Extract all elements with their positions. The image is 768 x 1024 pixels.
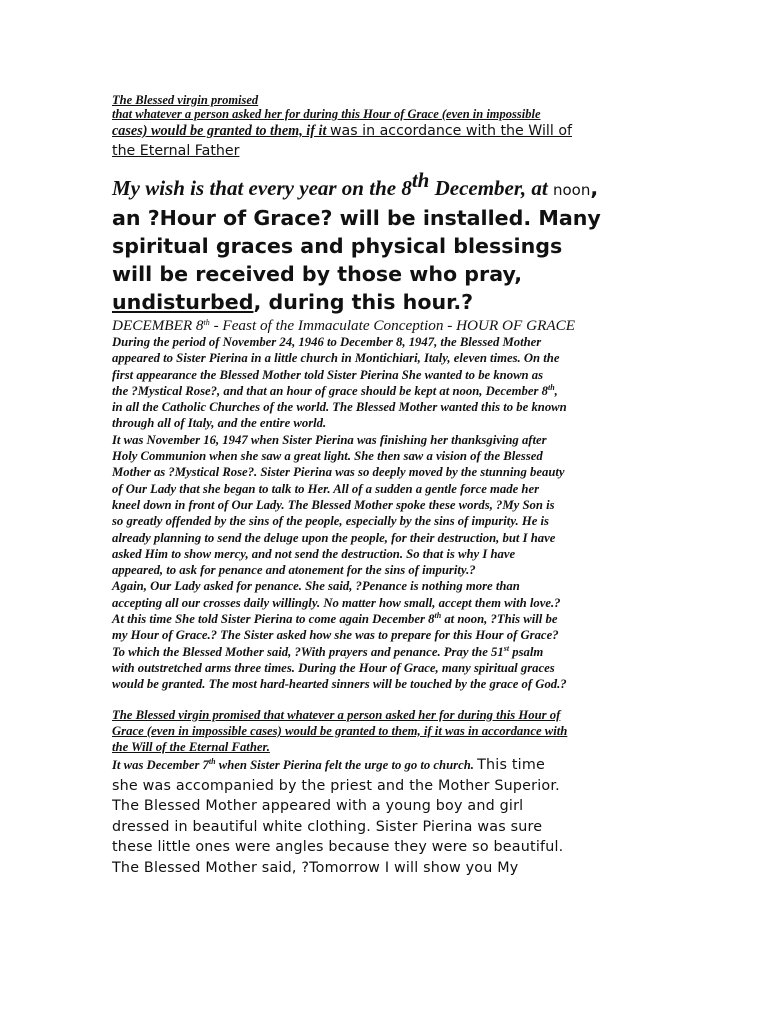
- body-text-span: ,: [554, 383, 558, 398]
- superscript: th: [411, 168, 430, 192]
- body-line: in all the Catholic Churches of the world. The Blessed Mother wanted this to be known: [112, 400, 567, 415]
- heading-text: DECEMBER 8: [112, 317, 204, 334]
- intro-promise: [112, 93, 657, 161]
- body-line: asked Him to show mercy, and not send the destruction. So that is why I have: [112, 546, 516, 561]
- body-line: During the period of November 24, 1946 to December 8, 1947, the Blessed Mother: [112, 335, 542, 349]
- superscript: st: [503, 643, 510, 653]
- document-content: [112, 93, 657, 878]
- body-text-span: To which the Blessed Mother said, ?With prayers and penance. Pray the 51: [112, 644, 504, 659]
- intro-line: The Blessed virgin promised: [112, 93, 259, 107]
- body-line: Mother as ?Mystical Rose?. Sister Pierina was so deeply moved by the stunning beauty: [112, 465, 565, 480]
- promise-paragraph: [112, 707, 657, 756]
- body-line: Again, Our Lady asked for penance. She said, ?Penance is nothing more than: [112, 579, 520, 594]
- body-line: with outstretched arms three times. During the Hour of Grace, many spiritual graces: [112, 660, 555, 675]
- body-text-span: At this time She told Sister Pierina to come again December 8: [112, 612, 435, 627]
- wish-quote: [112, 168, 657, 316]
- wish-text: December, at: [429, 176, 553, 200]
- body-line: Holy Communion when she saw a great light. She then saw a vision of the Blessed: [112, 449, 543, 464]
- superscript: th: [547, 382, 555, 392]
- final-line: dressed in beautiful white clothing. Sister Pierina was sure: [112, 818, 543, 835]
- wish-text: noon: [552, 181, 591, 199]
- superscript: th: [208, 757, 216, 767]
- final-text: when Sister Pierina felt the urge to go to church.: [215, 758, 478, 773]
- intro-text: was in accordance with the Will of: [329, 123, 572, 139]
- intro-text: cases) would be granted to them, if it: [112, 123, 330, 139]
- wish-line: [112, 168, 657, 204]
- body-text-span: psalm: [509, 644, 544, 659]
- final-paragraph: [112, 755, 657, 878]
- wish-line: will be received by those who pray,: [112, 262, 523, 286]
- body-line: kneel down in front of Our Lady. The Blessed Mother spoke these words, ?My Son is: [112, 497, 555, 512]
- body-line: It was November 16, 1947 when Sister Pierina was finishing her thanksgiving after: [112, 432, 547, 447]
- body-text-span: at noon, ?This will be: [441, 612, 558, 627]
- body-text-span: the ?Mystical Rose?, and that an hour of grace should be kept at noon, December 8: [112, 383, 548, 398]
- intro-line: [112, 122, 657, 141]
- body-line: appeared, to ask for penance and atonement for the sins of impurity.?: [112, 563, 476, 578]
- wish-text: , during this hour.?: [253, 290, 474, 314]
- body-line: [112, 383, 657, 399]
- promise-line: the Will of the Eternal Father.: [112, 740, 270, 755]
- body-line: appeared to Sister Pierina in a little church in Montichiari, Italy, eleven times. On the: [112, 351, 560, 366]
- final-text: It was December 7: [112, 758, 209, 773]
- body-line: of Our Lady that she began to talk to Her. All of a sudden a gentle force made her: [112, 481, 540, 496]
- body-line: would be granted. The most hard-hearted sinners will be touched by the grace of God.?: [112, 677, 567, 692]
- wish-line: [112, 288, 657, 316]
- final-line: The Blessed Mother said, ?Tomorrow I will show you My: [112, 859, 519, 876]
- final-text: This time: [477, 757, 545, 774]
- promise-line: Grace (even in impossible cases) would be granted to them, if it was in accordance with: [112, 723, 568, 738]
- heading-text: - Feast of the Immaculate Conception - HOUR OF GRACE: [209, 317, 576, 334]
- body-line: [112, 611, 657, 627]
- intro-line: the Eternal Father: [112, 143, 240, 159]
- wish-text: My wish is that every year on the 8: [112, 176, 412, 200]
- intro-line: that whatever a person asked her for during this Hour of Grace (even in impossible: [112, 107, 541, 121]
- body-line: my Hour of Grace.? The Sister asked how she was to prepare for this Hour of Grace?: [112, 628, 559, 643]
- final-line: she was accompanied by the priest and the Mother Superior.: [112, 777, 560, 794]
- wish-text: ,: [590, 176, 599, 200]
- superscript: th: [434, 611, 442, 621]
- wish-line: an ?Hour of Grace? will be installed. Many: [112, 206, 601, 230]
- body-line: already planning to send the deluge upon the people, for their destruction, but I have: [112, 530, 556, 545]
- wish-line: spiritual graces and physical blessings: [112, 234, 563, 258]
- body-line: [112, 644, 657, 660]
- final-line: [112, 755, 657, 776]
- section-heading: [112, 317, 657, 334]
- underlined-word: undisturbed: [112, 290, 254, 314]
- body-line: accepting all our crosses daily willingly. No matter how small, accept them with love.?: [112, 595, 561, 610]
- body-line: first appearance the Blessed Mother told Sister Pierina She wanted to be known as: [112, 367, 544, 382]
- promise-line: The Blessed virgin promised that whatever a person asked her for during this Hour of: [112, 707, 561, 722]
- body-line: through all of Italy, and the entire world.: [112, 416, 327, 431]
- body-line: so greatly offended by the sins of the people, especially by the sins of impurity. He is: [112, 514, 549, 529]
- body-text: [112, 334, 657, 693]
- superscript: th: [203, 318, 210, 327]
- final-line: these little ones were angles because they were so beautiful.: [112, 839, 564, 856]
- final-line: The Blessed Mother appeared with a young boy and girl: [112, 798, 524, 815]
